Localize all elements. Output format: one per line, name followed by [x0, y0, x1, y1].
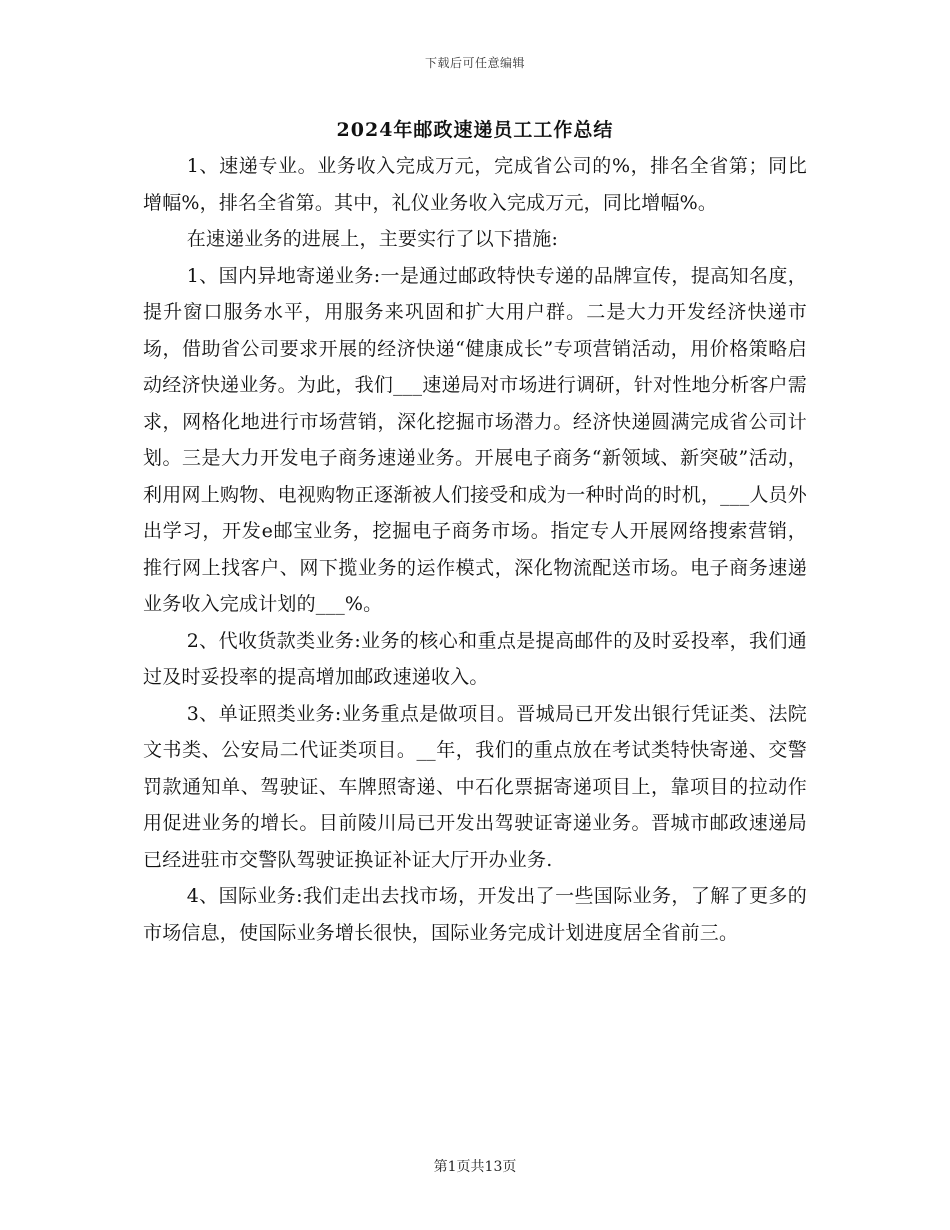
paragraph-cash-on-delivery: 2、代收货款类业务:业务的核心和重点是提高邮件的及时妥投率，我们通过及时妥投率的提高增加邮政速递收入。 [143, 629, 807, 688]
paragraph-measures-intro: 在速递业务的进展上，主要实行了以下措施: [186, 228, 559, 250]
document-body [143, 148, 807, 951]
header-note: 下载后可任意编辑 [424, 56, 525, 70]
page-number: 第1页共13页 [433, 1159, 517, 1175]
document-title: 2024年邮政速递员工工作总结 [336, 119, 614, 141]
paragraph-international-business: 4、国际业务:我们走出去找市场，开发出了一些国际业务，了解了更多的市场信息，使国际业务增长很快，国际业务完成计划进度居全省前三。 [143, 885, 807, 944]
paragraph-express-summary: 1、速递专业。业务收入完成万元，完成省公司的%，排名全省第；同比增幅%，排名全省第。其中，礼仪业务收入完成万元，同比增幅%。 [143, 155, 807, 214]
paragraph-domestic-delivery: 1、国内异地寄递业务:一是通过邮政特快专递的品牌宣传，提高知名度，提升窗口服务水平，用服务来巩固和扩大用户群。二是大力开发经济快递市场，借助省公司要求开展的经济快递“健康成长”专项营销活动，用价格策略启动经济快递业务。为此，我们___速递局对市场进行调研，针对性地分析客户需求，网格化地进行市场营销，深化挖掘市场潜力。经济快递圆满完成省公司计划。三是大力开发电子商务速递业务。开展电子商务“新领域、新突破”活动，利用网上购物、电视购物正逐渐被人们接受和成为一种时尚的时机，___人员外出学习，开发e邮宝业务，挖掘电子商务市场。指定专人开展网络搜索营销，推行网上找客户、网下揽业务的运作模式，深化物流配送市场。电子商务速递业务收入完成计划的___%。 [143, 264, 807, 615]
paragraph-documents-business: 3、单证照类业务:业务重点是做项目。晋城局已开发出银行凭证类、法院文书类、公安局二代证类项目。__年，我们的重点放在考试类特快寄递、交警罚款通知单、驾驶证、车牌照寄递、中石化票据寄递项目上，靠项目的拉动作用促进业务的增长。目前陵川局已开发出驾驶证寄递业务。晋城市邮政速递局已经进驻市交警队驾驶证换证补证大厅开办业务. [143, 702, 807, 871]
